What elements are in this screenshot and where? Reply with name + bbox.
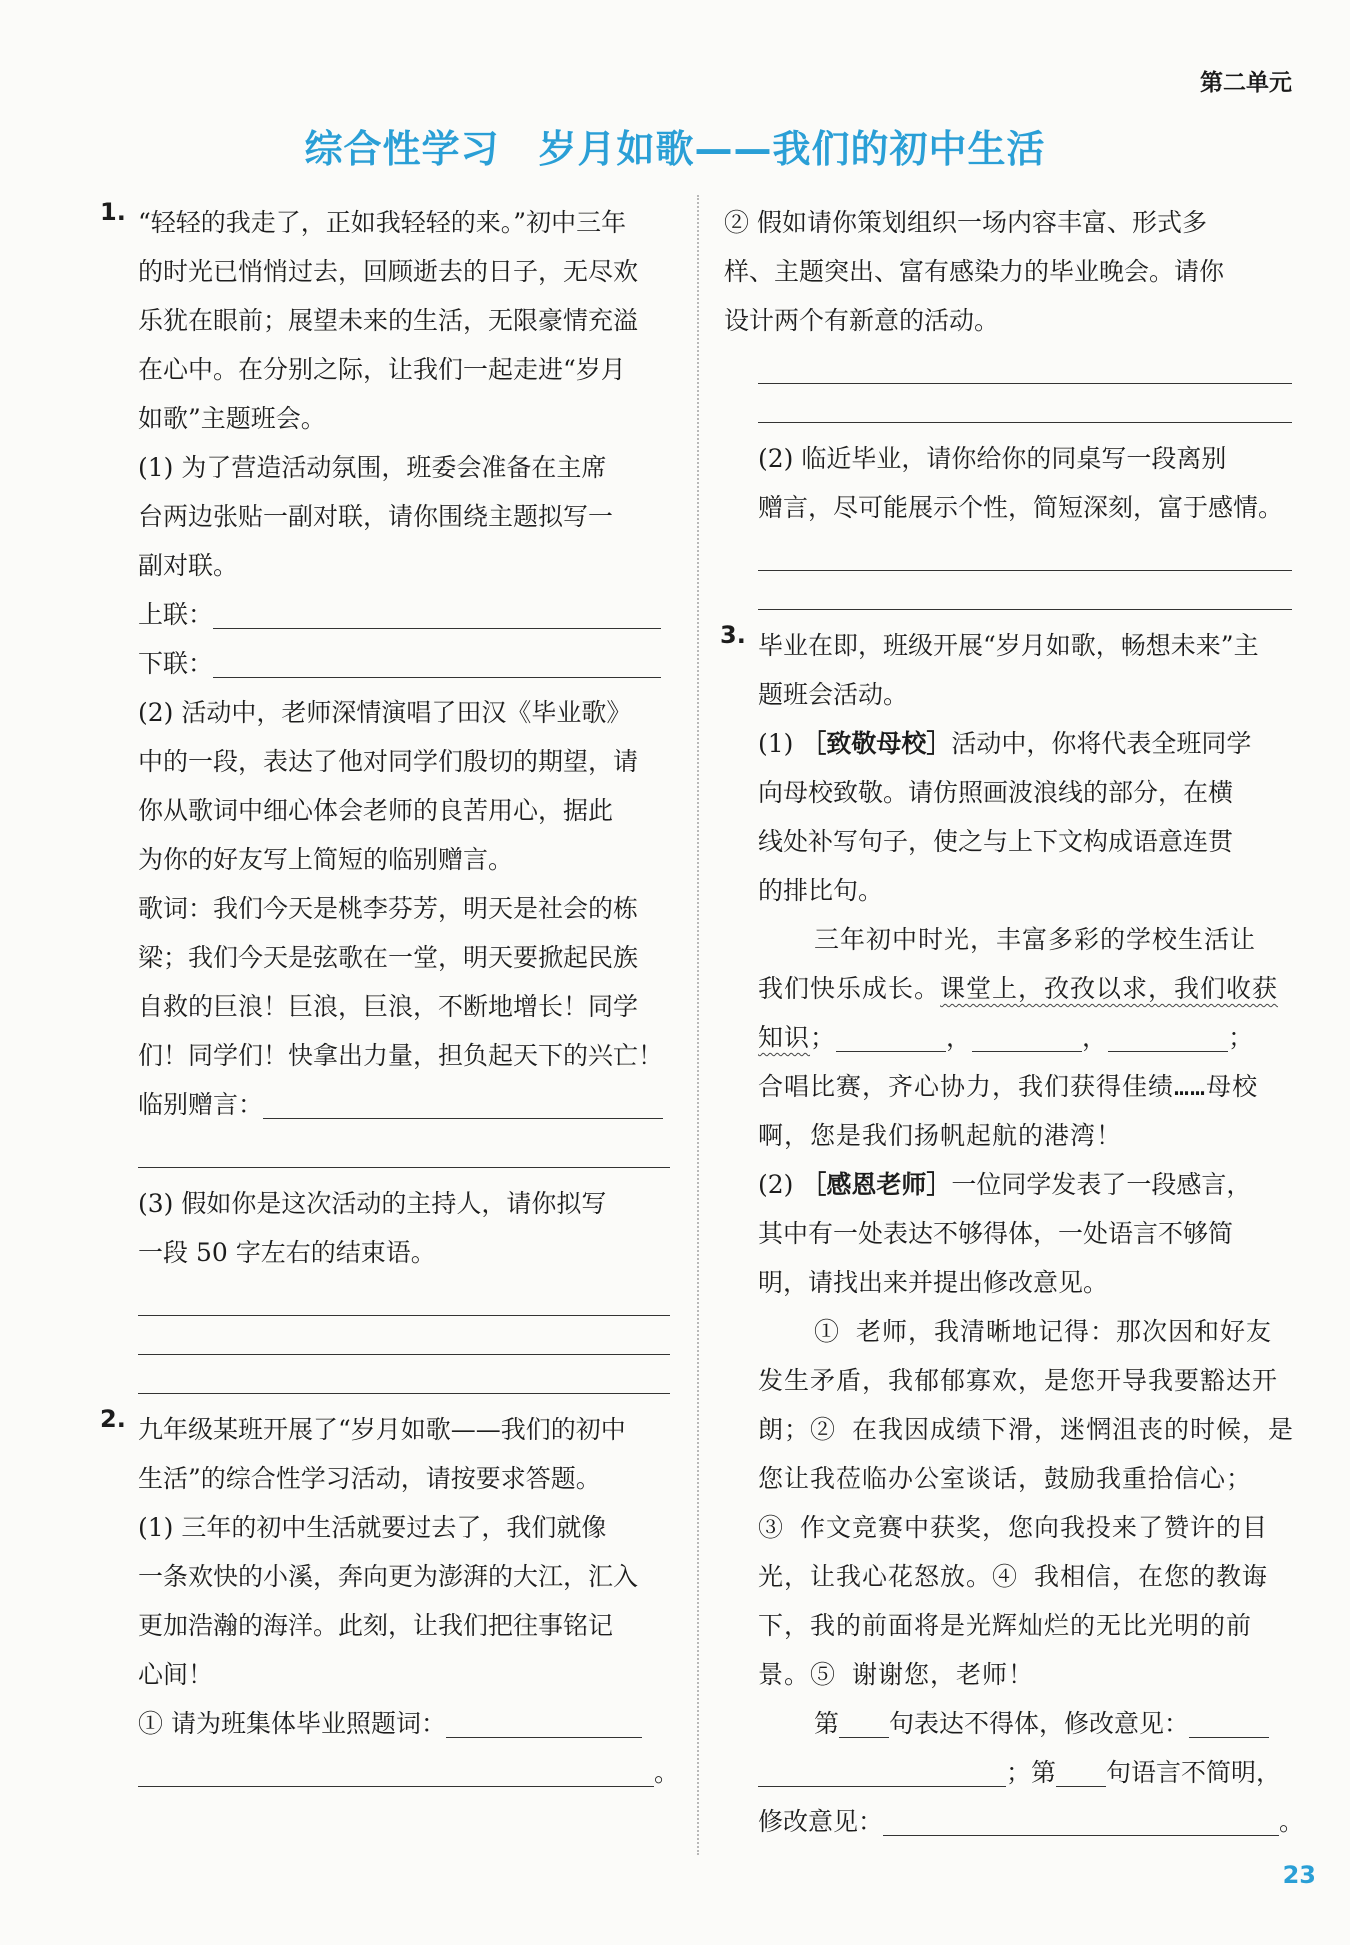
text-line: 你从歌词中细心体会老师的良苦用心，据此 [138, 796, 614, 825]
text-line: ② 假如请你策划组织一场内容丰富、形式多 [724, 208, 1207, 237]
text-line: (2) 活动中，老师深情演唱了田汉《毕业歌》 [138, 698, 632, 727]
wavy-underlined-text: 知识 [758, 1023, 811, 1052]
passage-line: 合唱比赛，齐心协力，我们获得佳绩……母校 [758, 1072, 1259, 1101]
fill-blank-2[interactable] [972, 1023, 1082, 1052]
sentence-number-blank-1[interactable] [839, 1709, 889, 1738]
photo-caption-blank[interactable] [446, 1709, 642, 1738]
farewell-label: 临别赠言： [138, 1090, 264, 1119]
text-line: 在心中。在分别之际，让我们一起走进“岁月 [138, 355, 626, 384]
tag-thank-teacher: ［感恩老师］ [801, 1170, 952, 1199]
answer-row-3 [724, 1797, 1305, 1846]
text-line: 明，请找出来并提出修改意见。 [758, 1268, 1109, 1297]
question-3 [720, 621, 1305, 1846]
end-mark: 。 [654, 1758, 680, 1787]
question-number: 2. [100, 1405, 126, 1433]
lower-couplet-blank[interactable] [213, 649, 661, 678]
text-line: 更加浩瀚的海洋。此刻，让我们把往事铭记 [138, 1611, 614, 1640]
part-prefix: (1) [758, 729, 802, 758]
text-line: 如歌”主题班会。 [138, 404, 326, 433]
sentence-number-blank-2[interactable] [1056, 1758, 1106, 1787]
speech-line: 朗；② 在我因成绩下滑，迷惘沮丧的时候，是 [758, 1415, 1295, 1444]
upper-couplet-blank[interactable] [213, 600, 661, 629]
question-number: 1. [100, 198, 126, 226]
text-line: “轻轻的我走了，正如我轻轻的来。”初中三年 [138, 208, 627, 237]
answer-line[interactable] [138, 1141, 670, 1168]
text-line: 乐犹在眼前；展望未来的生活，无限豪情充溢 [138, 306, 639, 335]
answer-line[interactable] [138, 1328, 670, 1355]
text-span: 修改意见： [758, 1807, 884, 1836]
text-span: 我们快乐成长。 [758, 974, 941, 1003]
text-line: 线处补写句子，使之与上下文构成语意连贯 [758, 827, 1234, 856]
farewell-blank[interactable] [263, 1090, 663, 1119]
speech-line: 发生矛盾，我郁郁寡欢，是您开导我要豁达开 [758, 1366, 1279, 1395]
upper-couplet-row [104, 590, 670, 639]
unit-label: 第二单元 [1200, 70, 1292, 96]
text-line: 台两边张贴一副对联，请你围绕主题拟写一 [138, 502, 614, 531]
page-number: 23 [1282, 1861, 1316, 1889]
answer-line[interactable] [758, 583, 1292, 610]
text-line: (2) 临近毕业，请你给你的同桌写一段离别 [758, 444, 1227, 473]
text-line: 为你的好友写上简短的临别赠言。 [138, 845, 514, 874]
text-line: 其中有一处表达不够得体，一处语言不够简 [758, 1219, 1234, 1248]
text-span: 活动中，你将代表全班同学 [951, 729, 1252, 758]
text-line: (1) 三年的初中生活就要过去了，我们就像 [138, 1513, 607, 1542]
text-span: ； [1228, 1023, 1255, 1052]
lyrics-line: 歌词：我们今天是桃李芬芳，明天是社会的栋 [138, 894, 639, 923]
answer-line[interactable] [758, 544, 1292, 571]
text-line: 设计两个有新意的活动。 [724, 306, 1000, 335]
text-line: 一段 50 字左右的结束语。 [138, 1238, 436, 1267]
revision-blank-2[interactable] [883, 1807, 1279, 1836]
answer-row-1 [724, 1699, 1292, 1748]
text-line: 副对联。 [138, 551, 239, 580]
answer-line[interactable] [138, 1367, 670, 1394]
question-2 [100, 1405, 680, 1797]
text-span: ；第 [1006, 1758, 1057, 1787]
text-span: 第 [814, 1709, 840, 1738]
right-column [720, 198, 1305, 1846]
text-line: 九年级某班开展了“岁月如歌——我们的初中 [138, 1415, 626, 1444]
wavy-underlined-text: 课堂上，孜孜以求，我们收获 [940, 974, 1279, 1003]
part-prefix: (2) [758, 1170, 802, 1199]
lower-couplet-label: 下联： [138, 649, 214, 678]
text-line: 毕业在即，班级开展“岁月如歌，畅想未来”主 [758, 631, 1259, 660]
photo-caption-row-2 [104, 1748, 680, 1797]
text-span: 一位同学发表了一段感言， [951, 1170, 1252, 1199]
tag-salute-school: ［致敬母校］ [801, 729, 952, 758]
passage-line [724, 1013, 1292, 1062]
passage-line: 三年初中时光，丰富多彩的学校生活让 [814, 925, 1257, 954]
question-1 [100, 198, 670, 1394]
photo-caption-blank[interactable] [138, 1758, 654, 1787]
answer-row-2 [724, 1748, 1292, 1797]
lyrics-line: 自救的巨浪！巨浪，巨浪，不断地增长！同学 [138, 992, 639, 1021]
text-span: 句语言不简明， [1106, 1758, 1282, 1787]
text-line: 向母校致敬。请仿照画波浪线的部分，在横 [758, 778, 1234, 807]
passage-line [724, 964, 1292, 1013]
farewell-row [104, 1080, 670, 1129]
text-line: 题班会活动。 [758, 680, 909, 709]
text-line: (3) 假如你是这次活动的主持人，请你拟写 [138, 1189, 607, 1218]
text-line: 生活”的综合性学习活动，请按要求答题。 [138, 1464, 601, 1493]
text-line: 的时光已悄悄过去，回顾逝去的日子，无尽欢 [138, 257, 639, 286]
lyrics-line: 梁；我们今天是弦歌在一堂，明天要掀起民族 [138, 943, 639, 972]
text-line: 心间！ [138, 1660, 214, 1689]
speech-line: 景。⑤ 谢谢您，老师！ [758, 1660, 1035, 1689]
fill-blank-1[interactable] [836, 1023, 946, 1052]
speech-line: 光，让我心花怒放。④ 我相信，在您的教诲 [758, 1562, 1269, 1591]
text-span: ， [946, 1023, 973, 1052]
photo-caption-label: ① 请为班集体毕业照题词： [138, 1709, 446, 1738]
text-line [724, 719, 1292, 768]
lyrics-line: 们！同学们！快拿出力量，担负起天下的兴亡！ [138, 1041, 664, 1070]
fill-blank-3[interactable] [1108, 1023, 1228, 1052]
text-line: 的排比句。 [758, 876, 884, 905]
speech-line: ③ 作文竞赛中获奖，您向我投来了赞许的目 [758, 1513, 1269, 1542]
revision-blank-1b[interactable] [758, 1758, 1006, 1787]
text-span: ； [810, 1023, 837, 1052]
answer-line[interactable] [758, 396, 1292, 423]
speech-line: 您让我莅临办公室谈话，鼓励我重拾信心； [758, 1464, 1253, 1493]
passage-line: 啊，您是我们扬帆起航的港湾！ [758, 1121, 1123, 1150]
lower-couplet-row [104, 639, 670, 688]
text-span: ， [1082, 1023, 1109, 1052]
revision-blank-1[interactable] [1189, 1709, 1269, 1738]
page-title: 综合性学习 岁月如歌——我们的初中生活 [304, 127, 1046, 171]
answer-line[interactable] [138, 1289, 670, 1316]
text-line: 一条欢快的小溪，奔向更为澎湃的大江，汇入 [138, 1562, 639, 1591]
column-divider [697, 195, 699, 1855]
answer-line[interactable] [758, 357, 1292, 384]
text-line: (1) 为了营造活动氛围，班委会准备在主席 [138, 453, 607, 482]
speech-line: ① 老师，我清晰地记得：那次因和好友 [814, 1317, 1273, 1346]
text-line: 中的一段，表达了他对同学们殷切的期望，请 [138, 747, 639, 776]
end-mark: 。 [1279, 1807, 1305, 1836]
text-line: 赠言，尽可能展示个性，简短深刻，富于感情。 [758, 493, 1284, 522]
text-span: 句表达不得体，修改意见： [889, 1709, 1190, 1738]
photo-caption-row [104, 1699, 670, 1748]
left-column [100, 198, 680, 1797]
text-line [724, 1160, 1292, 1209]
upper-couplet-label: 上联： [138, 600, 214, 629]
question-number: 3. [720, 621, 746, 649]
text-line: 样、主题突出、富有感染力的毕业晚会。请你 [724, 257, 1225, 286]
speech-line: 下，我的前面将是光辉灿烂的无比光明的前 [758, 1611, 1253, 1640]
